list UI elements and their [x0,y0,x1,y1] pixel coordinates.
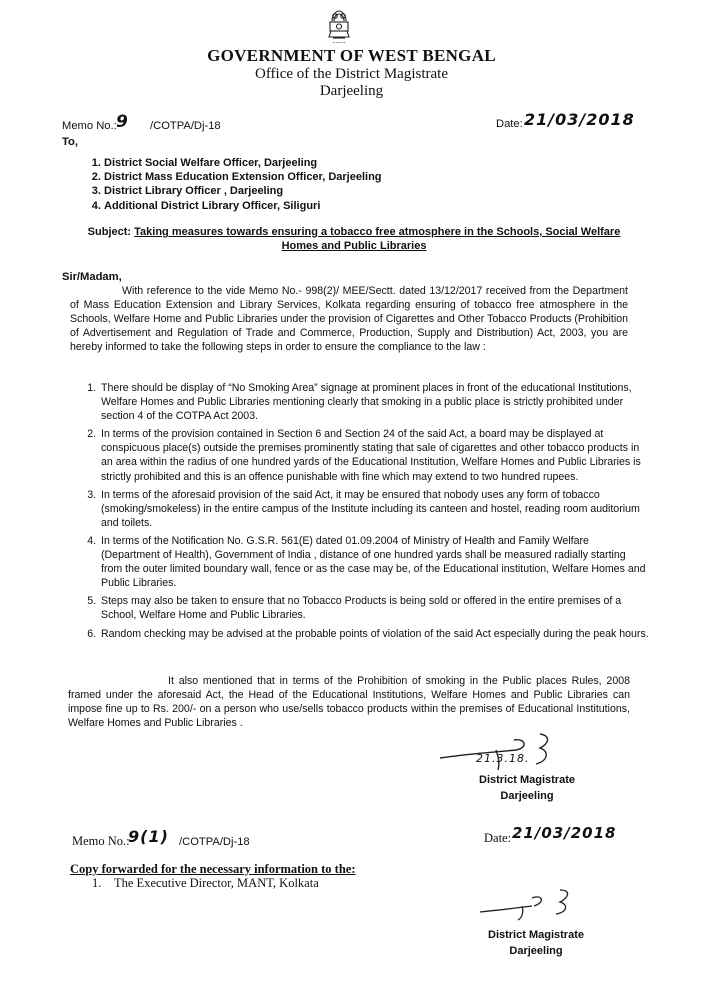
svg-text:~~~~: ~~~~ [332,40,346,45]
signatory2-title: District Magistrate [488,929,584,941]
memo2-label: Memo No.: [72,834,130,848]
subject-label: Subject: [87,226,132,238]
subject-line [76,225,632,253]
memo2-date-label: Date: [484,831,512,845]
step-item: 2. In terms of the provision contained in Section 6 and Section 24 of the said Act, a board may be displayed at conspicuous place(s) outside the premises prominently stating that sale of cigarettes and other tobacco products in an area within the radius of one hundred yards of the Educational Institution, Welfare Homes and Public Libraries is strictly prohibited and this is an offence punishable with fine which may extend to two hundred rupees. [99,427,649,483]
copy-heading: Copy forwarded for the necessary information to the: [70,862,356,876]
intro-paragraph: With reference to the vide Memo No.- 998(2)/ MEE/Sectt. dated 13/12/2017 received from the Department of Mass Education Extension and Library Services, Kolkata regarding ensuring of tobacco free atmosphere in the Schools, Welfare Home and Public Libraries under the provision of Cigarettes and Other Tobacco Products (Prohibition of Advertisement and Regulation of Trade and Commerce, Production, Supply and Distribution) Act, 2003, you are hereby informed to take the following steps in order to ensure the compliance to the law : [70,285,628,354]
copy-item-number: 1. [92,876,102,890]
signature-mark [476,882,596,922]
steps-list [78,381,649,645]
government-heading: GOVERNMENT OF WEST BENGAL [207,46,496,65]
place-heading: Darjeeling [319,83,384,99]
memo-date: 21/03/2018 [524,110,635,129]
salutation: Sir/Madam, [62,271,122,283]
office-heading: Office of the District Magistrate [255,66,448,82]
recipient-item: 3. District Library Officer , Darjeeling [104,184,382,198]
memo2-number: 9(1) [128,827,169,846]
recipient-item: 1. District Social Welfare Officer, Darjeeling [104,156,382,170]
closing-paragraph: It also mentioned that in terms of the Prohibition of smoking in the Public places Rules, 2008 framed under the aforesaid Act, the Head of the Educational Institutions, Welfare Homes and Public Libraries can impose fine up to Rs. 200/- on a person who use/sells tobacco products within the premises of Educational Institutions, Welfare Homes and Public Libraries . [68,675,630,730]
recipient-item: 2. District Mass Education Extension Officer, Darjeeling [104,170,382,184]
step-item: 6. Random checking may be advised at the probable points of violation of the said Act especially during the peak hours. [99,627,649,641]
date-label: Date: [496,118,523,130]
recipient-item: 4. Additional District Library Officer, Siliguri [104,199,382,213]
step-item: 3. In terms of the aforesaid provision of the said Act, it may be ensured that nobody uses any form of tobacco (smoking/smokeless) in the entire campus of the Institute including its canteen and hostel, reading room auditorium and toilets. [99,488,649,530]
memo-number: 9 [116,112,129,132]
step-item: 4. In terms of the Notification No. G.S.R. 561(E) dated 01.09.2004 of Ministry of Health and Family Welfare (Department of Health), Government of India , distance of one hundred yards shall be measured radially starting from the outer limited boundary wall, fence or as the case may be, of the Educational institution, Welfare Homes and Public Libraries. [99,534,649,590]
to-label: To, [62,136,78,148]
ashoka-emblem-icon [322,7,356,45]
memo2-date: 21/03/2018 [512,824,617,842]
signatory2-place: Darjeeling [509,945,563,957]
signatory-place: Darjeeling [500,790,554,802]
recipient-list [82,156,382,213]
signature-date: 21.3.18. [476,752,530,765]
memo-suffix: /COTPA/Dj-18 [150,120,221,132]
copy-item: The Executive Director, MANT, Kolkata [114,876,319,890]
signatory-title: District Magistrate [479,774,575,786]
memo2-suffix: /COTPA/Dj-18 [179,836,250,848]
memo-label: Memo No.: [62,120,117,132]
step-item: 1. There should be display of “No Smoking Area” signage at prominent places in front of the educational Institutions, Welfare Homes and Public Libraries mentioning clearly that smoking in a public place is strictly prohibited under section 4 of the COTPA Act 2003. [99,381,649,423]
subject-text: Taking measures towards ensuring a tobacco free atmosphere in the Schools, Social Welfare Homes and Public Libraries [134,226,621,252]
step-item: 5. Steps may also be taken to ensure that no Tobacco Products is being sold or offered in the entire premises of a School, Welfare Home and Public Libraries. [99,594,649,622]
